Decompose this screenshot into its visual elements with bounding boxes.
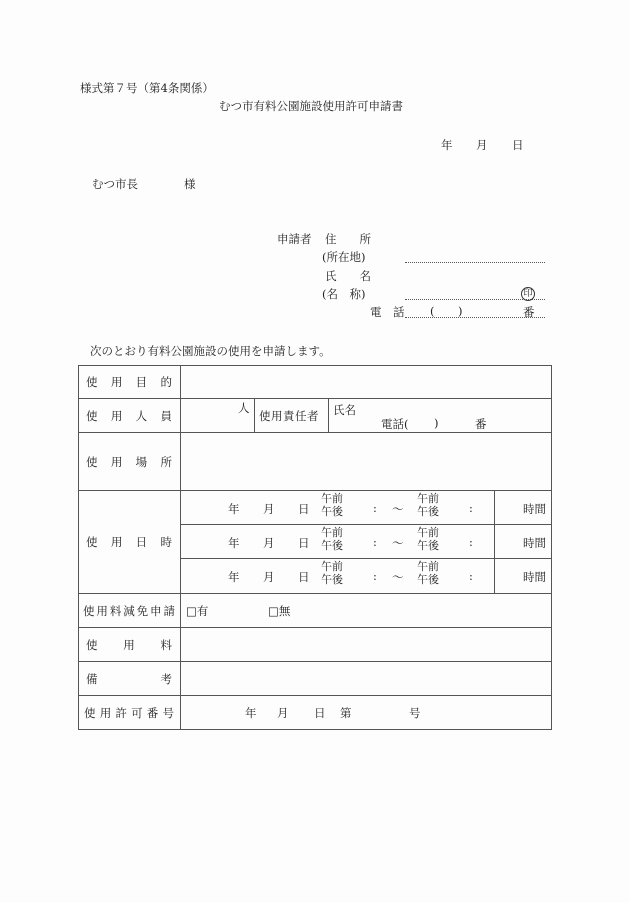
colon-text: : — [373, 501, 377, 515]
year-text: 年 — [228, 570, 240, 584]
hours-text: 時間 — [523, 570, 546, 584]
day-text: 日 — [298, 502, 310, 516]
label-people: 使 用 人 員 — [86, 408, 172, 423]
people-unit: 人 — [238, 401, 250, 415]
pm-text: 午後 — [321, 573, 343, 586]
place-field[interactable] — [181, 433, 551, 490]
date-day: 日 — [512, 138, 524, 152]
permit-go: 号 — [409, 706, 421, 720]
label-remarks: 備 考 — [86, 671, 172, 686]
responsible-phone-label: 電話( — [381, 417, 409, 431]
pm-text: 午後 — [417, 573, 439, 586]
year-text: 年 — [228, 536, 240, 550]
purpose-field[interactable] — [181, 366, 551, 398]
phone-suffix: 番 — [523, 305, 535, 319]
tilde-text: 〜 — [392, 502, 404, 516]
month-text: 月 — [263, 570, 275, 584]
seal-icon: 印 — [521, 285, 535, 301]
day-text: 日 — [298, 536, 310, 550]
am-text: 午前 — [417, 526, 439, 539]
phone-field[interactable] — [405, 317, 545, 318]
date-year: 年 — [441, 138, 453, 152]
label-permit-number: 使 用 許 可 番 号 — [84, 705, 174, 720]
date-month: 月 — [476, 138, 488, 152]
year-text: 年 — [228, 502, 240, 516]
pm-text: 午後 — [417, 505, 439, 518]
am-text: 午前 — [417, 492, 439, 505]
tilde-text: 〜 — [392, 570, 404, 584]
exemption-no-checkbox[interactable]: □無 — [268, 604, 291, 618]
label-datetime: 使 用 日 時 — [86, 535, 172, 549]
honorific: 様 — [184, 177, 196, 191]
label-exemption: 使 用 料 減 免 申 請 — [83, 603, 175, 618]
addressee: むつ市長 — [92, 177, 138, 191]
permit-dai: 第 — [340, 706, 352, 720]
fee-field[interactable] — [181, 628, 551, 661]
pm-text: 午後 — [321, 539, 343, 552]
month-text: 月 — [263, 502, 275, 516]
address-label: 住 所 — [325, 232, 371, 246]
name-label: 氏 名 — [325, 269, 371, 283]
applicant-label: 申請者 — [277, 232, 312, 246]
exemption-yes-checkbox[interactable]: □有 — [186, 604, 209, 618]
colon-text: : — [469, 501, 473, 515]
responsible-phone-suffix: 番 — [475, 417, 487, 431]
colon-text: : — [373, 535, 377, 549]
page-title: むつ市有料公園施設使用許可申請書 — [219, 99, 403, 113]
label-place: 使 用 場 所 — [86, 454, 172, 469]
hours-text: 時間 — [523, 502, 546, 516]
hours-text: 時間 — [523, 536, 546, 550]
label-purpose: 使 用 目 的 — [86, 375, 172, 389]
phone-close: ) — [458, 304, 463, 318]
address-sub-label: (所在地) — [322, 250, 366, 264]
pm-text: 午後 — [417, 539, 439, 552]
responsible-name-label: 氏名 — [333, 403, 356, 417]
name-sub-label: (名 称) — [322, 287, 366, 301]
permit-month: 月 — [277, 706, 289, 720]
permit-year: 年 — [245, 706, 257, 720]
responsible-phone-close: ) — [434, 416, 439, 430]
am-text: 午前 — [321, 560, 343, 573]
intro-text: 次のとおり有料公園施設の使用を申請します。 — [90, 344, 331, 358]
phone-open: ( — [430, 304, 435, 318]
phone-label: 電 話 — [370, 305, 405, 319]
colon-text: : — [373, 569, 377, 583]
pm-text: 午後 — [321, 505, 343, 518]
month-text: 月 — [263, 536, 275, 550]
responsible-label: 使用責任者 — [259, 409, 319, 423]
day-text: 日 — [298, 570, 310, 584]
address-field[interactable] — [405, 262, 545, 263]
am-text: 午前 — [321, 526, 343, 539]
form-number: 様式第７号（第4条関係） — [80, 81, 214, 95]
permit-day: 日 — [314, 706, 326, 720]
colon-text: : — [469, 535, 473, 549]
label-fee: 使 用 料 — [86, 637, 172, 652]
am-text: 午前 — [321, 492, 343, 505]
tilde-text: 〜 — [392, 536, 404, 550]
colon-text: : — [469, 569, 473, 583]
remarks-field[interactable] — [181, 662, 551, 695]
am-text: 午前 — [417, 560, 439, 573]
